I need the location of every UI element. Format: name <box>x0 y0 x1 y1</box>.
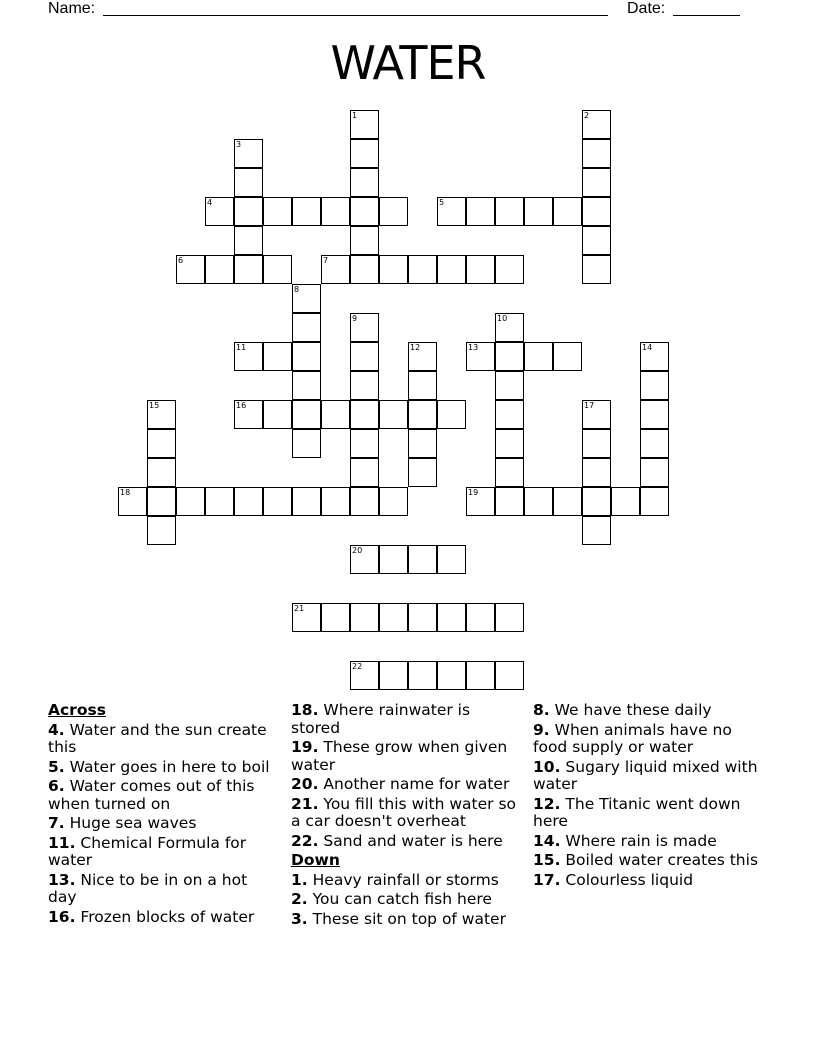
clue-text: Water comes out of this when turned on <box>48 777 255 813</box>
crossword-cell[interactable] <box>118 487 147 516</box>
crossword-cell[interactable] <box>466 487 495 516</box>
crossword-cell[interactable] <box>582 429 611 458</box>
crossword-cell[interactable] <box>147 458 176 487</box>
crossword-cell[interactable] <box>350 400 379 429</box>
crossword-cell[interactable] <box>640 458 669 487</box>
crossword-cell[interactable] <box>582 487 611 516</box>
clue-number: 15 <box>149 401 160 410</box>
crossword-cell[interactable] <box>176 255 205 284</box>
crossword-cell[interactable] <box>437 603 466 632</box>
crossword-cell[interactable] <box>176 487 205 516</box>
clue-number-label: 8. <box>533 701 550 719</box>
clue-column-1 <box>48 702 273 928</box>
clue-item <box>48 909 273 927</box>
crossword-cell[interactable] <box>292 487 321 516</box>
crossword-cell[interactable] <box>147 429 176 458</box>
crossword-cell[interactable] <box>379 400 408 429</box>
clue-number-label: 18. <box>291 701 319 719</box>
crossword-cell[interactable] <box>495 255 524 284</box>
crossword-cell[interactable] <box>437 400 466 429</box>
crossword-cell[interactable] <box>350 197 379 226</box>
clue-item <box>48 722 273 757</box>
crossword-cell[interactable] <box>553 487 582 516</box>
clue-number-label: 6. <box>48 777 65 795</box>
clue-text: Chemical Formula for water <box>48 833 247 869</box>
crossword-cell[interactable] <box>582 197 611 226</box>
crossword-cell[interactable] <box>582 226 611 255</box>
crossword-cell[interactable] <box>640 400 669 429</box>
clue-text: You can catch fish here <box>312 890 492 908</box>
clue-text: Heavy rainfall or storms <box>312 870 499 889</box>
crossword-cell[interactable] <box>292 342 321 371</box>
clue-number: 11 <box>236 343 247 352</box>
clue-number: 6 <box>178 256 184 265</box>
crossword-cell[interactable] <box>582 516 611 545</box>
clue-text: Sand and water is here <box>323 831 503 850</box>
clue-number: 1 <box>352 111 358 120</box>
crossword-cell[interactable] <box>495 661 524 690</box>
clue-text: You fill this with water so a car doesn't overheat <box>291 794 517 830</box>
crossword-cell[interactable] <box>437 661 466 690</box>
crossword-cell[interactable] <box>234 168 263 197</box>
clue-text: Boiled water creates this <box>565 851 759 869</box>
clue-item <box>533 722 763 757</box>
across-heading: Across <box>48 701 106 719</box>
name-label: Name: <box>48 0 96 17</box>
crossword-cell[interactable] <box>234 226 263 255</box>
crossword-cell[interactable] <box>205 487 234 516</box>
clue-number: 7 <box>323 256 329 265</box>
crossword-cell[interactable] <box>379 545 408 574</box>
clue-text: We have these daily <box>554 701 712 719</box>
crossword-cell[interactable] <box>582 110 611 139</box>
clue-number-label: 17. <box>533 870 561 889</box>
crossword-cell[interactable] <box>350 371 379 400</box>
clue-number: 2 <box>584 111 590 120</box>
crossword-cell[interactable] <box>466 255 495 284</box>
clue-text: Colourless liquid <box>565 870 694 889</box>
clue-number-label: 14. <box>533 831 561 850</box>
clue-number: 3 <box>236 140 242 149</box>
crossword-cell[interactable] <box>321 603 350 632</box>
crossword-cell[interactable] <box>234 400 263 429</box>
crossword-cell[interactable] <box>640 429 669 458</box>
crossword-cell[interactable] <box>263 400 292 429</box>
crossword-cell[interactable] <box>582 168 611 197</box>
clue-item <box>533 872 763 890</box>
crossword-cell[interactable] <box>147 487 176 516</box>
clue-item <box>291 796 523 831</box>
crossword-cell[interactable] <box>379 255 408 284</box>
clue-number-label: 9. <box>533 720 550 739</box>
crossword-cell[interactable] <box>437 545 466 574</box>
clue-column-3 <box>533 702 763 891</box>
crossword-cell[interactable] <box>495 603 524 632</box>
clue-number: 13 <box>468 343 479 352</box>
crossword-cell[interactable] <box>350 603 379 632</box>
clue-number-label: 12. <box>533 794 561 813</box>
clue-number-label: 7. <box>48 814 65 832</box>
crossword-cell[interactable] <box>147 516 176 545</box>
crossword-cell[interactable] <box>379 603 408 632</box>
crossword-cell[interactable] <box>321 255 350 284</box>
crossword-cell[interactable] <box>321 400 350 429</box>
clue-item <box>533 833 763 851</box>
clue-number: 5 <box>439 198 445 207</box>
clue-item <box>48 872 273 907</box>
crossword-cell[interactable] <box>205 255 234 284</box>
clue-number-label: 19. <box>291 738 319 756</box>
crossword-cell[interactable] <box>408 661 437 690</box>
crossword-cell[interactable] <box>495 371 524 400</box>
clue-item <box>48 759 273 777</box>
crossword-cell[interactable] <box>292 429 321 458</box>
crossword-cell[interactable] <box>234 197 263 226</box>
crossword-cell[interactable] <box>350 429 379 458</box>
clue-text: Water goes in here to boil <box>69 757 270 776</box>
clue-number: 14 <box>642 343 653 352</box>
crossword-cell[interactable] <box>466 661 495 690</box>
crossword-cell[interactable] <box>524 342 553 371</box>
clue-text: When animals have no food supply or water <box>533 720 732 756</box>
crossword-cell[interactable] <box>292 284 321 313</box>
clue-item <box>533 759 763 794</box>
clue-text: Nice to be in on a hot day <box>48 870 248 906</box>
clue-text: These sit on top of water <box>312 909 506 928</box>
clue-item <box>48 815 273 833</box>
crossword-cell[interactable] <box>495 458 524 487</box>
crossword-cell[interactable] <box>234 255 263 284</box>
crossword-cell[interactable] <box>495 197 524 226</box>
puzzle-title: WATER <box>330 36 486 90</box>
clue-item <box>291 739 523 774</box>
crossword-cell[interactable] <box>321 197 350 226</box>
crossword-cell[interactable] <box>292 197 321 226</box>
crossword-cell[interactable] <box>263 197 292 226</box>
clue-item <box>533 702 763 720</box>
clue-item <box>291 911 523 929</box>
crossword-cell[interactable] <box>350 458 379 487</box>
clue-text: Where rain is made <box>565 831 717 850</box>
crossword-cell[interactable] <box>495 429 524 458</box>
crossword-cell[interactable] <box>408 342 437 371</box>
clue-item <box>291 702 523 737</box>
crossword-cell[interactable] <box>234 487 263 516</box>
clue-item <box>291 833 523 851</box>
clue-item <box>533 852 763 870</box>
clue-number: 22 <box>352 662 363 671</box>
crossword-cell[interactable] <box>350 139 379 168</box>
clue-number: 18 <box>120 488 131 497</box>
clue-number: 9 <box>352 314 358 323</box>
clue-column-2 <box>291 702 523 930</box>
clue-item <box>291 872 523 890</box>
crossword-cell[interactable] <box>205 197 234 226</box>
crossword-cell[interactable] <box>466 342 495 371</box>
crossword-cell[interactable] <box>582 458 611 487</box>
crossword-cell[interactable] <box>466 197 495 226</box>
clue-item <box>291 776 523 794</box>
crossword-cell[interactable] <box>350 342 379 371</box>
clue-number: 19 <box>468 488 479 497</box>
crossword-cell[interactable] <box>640 371 669 400</box>
clue-number: 4 <box>207 198 213 207</box>
crossword-cell[interactable] <box>292 400 321 429</box>
clue-text: Where rainwater is stored <box>291 701 471 737</box>
crossword-cell[interactable] <box>611 487 640 516</box>
clue-text: The Titanic went down here <box>533 794 741 830</box>
clue-number: 21 <box>294 604 305 613</box>
crossword-cell[interactable] <box>263 487 292 516</box>
clue-number-label: 2. <box>291 890 308 908</box>
clue-number-label: 4. <box>48 720 65 739</box>
clue-text: These grow when given water <box>291 738 508 774</box>
crossword-cell[interactable] <box>350 226 379 255</box>
clue-number-label: 15. <box>533 851 561 869</box>
date-label: Date: <box>627 0 666 17</box>
clue-number-label: 22. <box>291 831 319 850</box>
crossword-cell[interactable] <box>263 255 292 284</box>
clue-number: 8 <box>294 285 300 294</box>
clue-text: Water and the sun create this <box>48 720 267 756</box>
crossword-cell[interactable] <box>408 545 437 574</box>
crossword-cell[interactable] <box>640 342 669 371</box>
crossword-cell[interactable] <box>408 400 437 429</box>
crossword-cell[interactable] <box>640 487 669 516</box>
clue-number: 10 <box>497 314 508 323</box>
crossword-cell[interactable] <box>408 371 437 400</box>
crossword-cell[interactable] <box>379 197 408 226</box>
crossword-cell[interactable] <box>234 139 263 168</box>
clue-number: 16 <box>236 401 247 410</box>
clue-number-label: 20. <box>291 775 319 793</box>
crossword-cell[interactable] <box>466 603 495 632</box>
clue-text: Sugary liquid mixed with water <box>533 757 758 793</box>
down-heading: Down <box>291 851 340 869</box>
clue-number-label: 16. <box>48 907 76 926</box>
clue-text: Huge sea waves <box>69 814 197 832</box>
crossword-cell[interactable] <box>350 168 379 197</box>
clue-text: Another name for water <box>323 775 510 793</box>
crossword-cell[interactable] <box>350 313 379 342</box>
clue-item <box>48 835 273 870</box>
crossword-cell[interactable] <box>321 487 350 516</box>
crossword-cell[interactable] <box>350 110 379 139</box>
crossword-cell[interactable] <box>495 400 524 429</box>
crossword-cell[interactable] <box>524 197 553 226</box>
crossword-cell[interactable] <box>553 342 582 371</box>
crossword-cell[interactable] <box>350 487 379 516</box>
crossword-cell[interactable] <box>350 255 379 284</box>
clue-item <box>533 796 763 831</box>
crossword-cell[interactable] <box>263 342 292 371</box>
crossword-cell[interactable] <box>234 342 263 371</box>
crossword-cell[interactable] <box>408 458 437 487</box>
crossword-cell[interactable] <box>379 661 408 690</box>
crossword-cell[interactable] <box>350 545 379 574</box>
clue-number: 12 <box>410 343 421 352</box>
crossword-cell[interactable] <box>582 255 611 284</box>
crossword-cell[interactable] <box>495 487 524 516</box>
clue-number-label: 1. <box>291 870 308 889</box>
name-line[interactable] <box>103 15 608 16</box>
crossword-cell[interactable] <box>582 400 611 429</box>
crossword-cell[interactable] <box>582 139 611 168</box>
crossword-cell[interactable] <box>408 255 437 284</box>
crossword-cell[interactable] <box>524 487 553 516</box>
clue-item <box>291 891 523 909</box>
crossword-cell[interactable] <box>147 400 176 429</box>
clue-item <box>48 778 273 813</box>
clue-number-label: 10. <box>533 757 561 776</box>
clue-number: 17 <box>584 401 595 410</box>
crossword-cell[interactable] <box>350 661 379 690</box>
clue-number-label: 13. <box>48 870 76 889</box>
clue-number-label: 11. <box>48 833 76 852</box>
crossword-cell[interactable] <box>292 371 321 400</box>
date-line[interactable] <box>673 15 740 16</box>
crossword-cell[interactable] <box>495 342 524 371</box>
crossword-cell[interactable] <box>379 487 408 516</box>
crossword-cell[interactable] <box>408 429 437 458</box>
crossword-cell[interactable] <box>408 603 437 632</box>
clue-text: Frozen blocks of water <box>80 907 255 926</box>
clue-number-label: 5. <box>48 757 65 776</box>
clue-number-label: 21. <box>291 794 319 813</box>
crossword-cell[interactable] <box>437 197 466 226</box>
clue-number: 20 <box>352 546 363 555</box>
crossword-cell[interactable] <box>292 313 321 342</box>
crossword-cell[interactable] <box>437 255 466 284</box>
crossword-cell[interactable] <box>553 197 582 226</box>
crossword-cell[interactable] <box>292 603 321 632</box>
clue-number-label: 3. <box>291 909 308 928</box>
crossword-cell[interactable] <box>495 313 524 342</box>
